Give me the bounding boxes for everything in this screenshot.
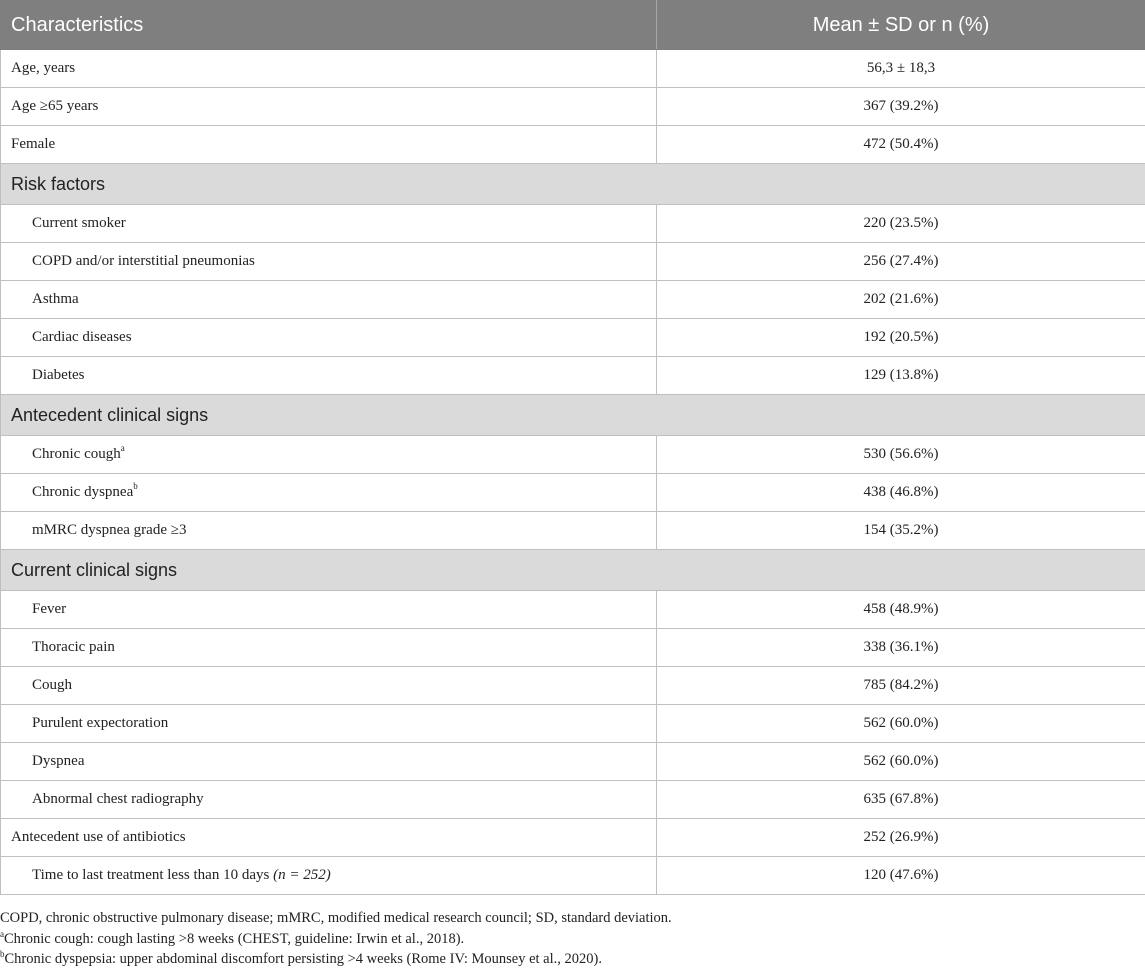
- row-label: COPD and/or interstitial pneumonias: [1, 243, 657, 281]
- section-title: Current clinical signs: [1, 550, 1145, 591]
- table-row: [1, 629, 1145, 667]
- row-label: Chronic dyspnea: [32, 484, 134, 500]
- table-row: [1, 50, 1145, 88]
- section-header-current-clinical-signs: [1, 550, 1145, 591]
- table-row: [1, 781, 1145, 819]
- row-value: 472 (50.4%): [657, 126, 1145, 164]
- table-row: [1, 436, 1145, 474]
- table-row: [1, 205, 1145, 243]
- table-row: [1, 743, 1145, 781]
- footnote-marker: a: [120, 443, 125, 453]
- row-label: mMRC dyspnea grade ≥3: [1, 512, 657, 550]
- row-label: Cough: [1, 667, 657, 705]
- row-label-note: (n = 252): [273, 867, 331, 883]
- row-label: Cardiac diseases: [1, 319, 657, 357]
- row-label: Asthma: [1, 281, 657, 319]
- row-value: 338 (36.1%): [657, 629, 1145, 667]
- footnote-b-text: Chronic dyspepsia: upper abdominal discomfort persisting >4 weeks (Rome IV: Mounsey et al., 2020).: [4, 951, 602, 967]
- footnote-a: [0, 931, 464, 948]
- row-value: 154 (35.2%): [657, 512, 1145, 550]
- row-value: 202 (21.6%): [657, 281, 1145, 319]
- table-row: [1, 819, 1145, 857]
- table-row: [1, 357, 1145, 395]
- row-value: 438 (46.8%): [657, 474, 1145, 512]
- footnote-b: [0, 951, 602, 968]
- row-label: Antecedent use of antibiotics: [1, 819, 657, 857]
- row-value: 220 (23.5%): [657, 205, 1145, 243]
- row-label: Age ≥65 years: [1, 88, 657, 126]
- row-value: 635 (67.8%): [657, 781, 1145, 819]
- table-row: [1, 474, 1145, 512]
- header-value: Mean ± SD or n (%): [657, 1, 1145, 50]
- row-value: 458 (48.9%): [657, 591, 1145, 629]
- row-value: 562 (60.0%): [657, 743, 1145, 781]
- row-label: Age, years: [1, 50, 657, 88]
- table-row: [1, 126, 1145, 164]
- footnote-a-marker: a: [0, 929, 4, 940]
- row-label: Current smoker: [1, 205, 657, 243]
- section-header-risk-factors: [1, 164, 1145, 205]
- row-value: 562 (60.0%): [657, 705, 1145, 743]
- table-row: [1, 319, 1145, 357]
- row-value: 785 (84.2%): [657, 667, 1145, 705]
- row-value: 367 (39.2%): [657, 88, 1145, 126]
- row-label-cell: [1, 857, 657, 895]
- row-value: 56,3 ± 18,3: [657, 50, 1145, 88]
- header-characteristics: Characteristics: [1, 1, 657, 50]
- row-label: Thoracic pain: [1, 629, 657, 667]
- table-row: [1, 705, 1145, 743]
- section-title: Antecedent clinical signs: [1, 395, 1145, 436]
- row-label: Time to last treatment less than 10 days: [32, 867, 270, 883]
- row-label-cell: [1, 436, 657, 474]
- row-label: Purulent expectoration: [1, 705, 657, 743]
- table-row: [1, 88, 1145, 126]
- row-value: 120 (47.6%): [657, 857, 1145, 895]
- row-label: Fever: [1, 591, 657, 629]
- table-row: [1, 857, 1145, 895]
- row-label: Female: [1, 126, 657, 164]
- row-label-cell: [1, 474, 657, 512]
- section-title: Risk factors: [1, 164, 1145, 205]
- footnote-abbreviations: COPD, chronic obstructive pulmonary disease; mMRC, modified medical research council; SD, standard deviation.: [0, 910, 672, 926]
- row-value: 192 (20.5%): [657, 319, 1145, 357]
- row-value: 530 (56.6%): [657, 436, 1145, 474]
- row-label: Abnormal chest radiography: [1, 781, 657, 819]
- table-row: [1, 243, 1145, 281]
- table-row: [1, 591, 1145, 629]
- row-label: Chronic cough: [32, 446, 121, 462]
- header-row: [1, 1, 1145, 50]
- row-value: 252 (26.9%): [657, 819, 1145, 857]
- footnote-b-marker: b: [0, 949, 5, 960]
- row-label: Diabetes: [1, 357, 657, 395]
- footnote-marker: b: [133, 481, 138, 491]
- row-value: 256 (27.4%): [657, 243, 1145, 281]
- row-value: 129 (13.8%): [657, 357, 1145, 395]
- row-label: Dyspnea: [1, 743, 657, 781]
- section-header-antecedent-clinical-signs: [1, 395, 1145, 436]
- table-header: [1, 1, 1145, 50]
- table-row: [1, 281, 1145, 319]
- footnote-a-text: Chronic cough: cough lasting >8 weeks (CHEST, guideline: Irwin et al., 2018).: [4, 931, 465, 947]
- table-body: [1, 50, 1145, 895]
- table-row: [1, 667, 1145, 705]
- table-row: [1, 512, 1145, 550]
